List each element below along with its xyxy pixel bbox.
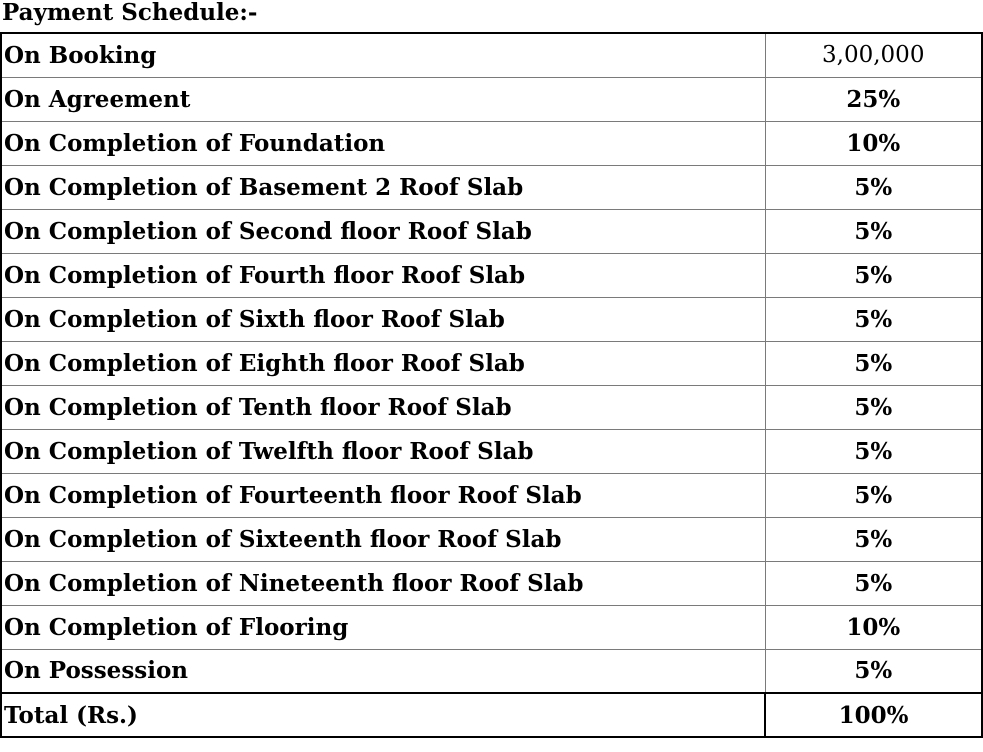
row-label: On Completion of Fourth floor Roof Slab [1,253,765,297]
table-row [1,385,982,429]
row-amount: 10% [765,605,982,649]
row-amount: 5% [765,649,982,693]
page-title: Payment Schedule:- [2,0,258,26]
row-label: On Completion of Second floor Roof Slab [1,209,765,253]
row-label: On Completion of Flooring [1,605,765,649]
row-amount: 5% [765,253,982,297]
table-row [1,297,982,341]
table-row [1,165,982,209]
row-label: On Completion of Basement 2 Roof Slab [1,165,765,209]
row-label: On Completion of Eighth floor Roof Slab [1,341,765,385]
table-row [1,253,982,297]
row-label: On Completion of Fourteenth floor Roof Slab [1,473,765,517]
row-amount: 5% [765,341,982,385]
table-row [1,561,982,605]
row-amount: 3,00,000 [765,33,982,77]
row-label: On Completion of Twelfth floor Roof Slab [1,429,765,473]
table-row [1,33,982,77]
row-label: On Booking [1,33,765,77]
row-amount: 5% [765,429,982,473]
row-label: On Completion of Foundation [1,121,765,165]
total-row [1,693,982,737]
table-row [1,517,982,561]
table-row [1,605,982,649]
table-row [1,209,982,253]
row-amount: 10% [765,121,982,165]
table-row [1,77,982,121]
row-label: On Completion of Tenth floor Roof Slab [1,385,765,429]
table-row [1,429,982,473]
row-amount: 5% [765,209,982,253]
row-label: On Completion of Sixth floor Roof Slab [1,297,765,341]
table-row [1,121,982,165]
total-label: Total (Rs.) [1,693,765,737]
table-row [1,649,982,693]
row-label: On Completion of Sixteenth floor Roof Slab [1,517,765,561]
row-label: On Possession [1,649,765,693]
row-amount: 25% [765,77,982,121]
row-amount: 5% [765,297,982,341]
total-amount: 100% [765,693,982,737]
table-row [1,473,982,517]
row-amount: 5% [765,385,982,429]
row-amount: 5% [765,165,982,209]
row-amount: 5% [765,561,982,605]
row-amount: 5% [765,517,982,561]
table-row [1,341,982,385]
row-label: On Agreement [1,77,765,121]
row-label: On Completion of Nineteenth floor Roof Slab [1,561,765,605]
row-amount: 5% [765,473,982,517]
payment-schedule-table [0,32,983,738]
